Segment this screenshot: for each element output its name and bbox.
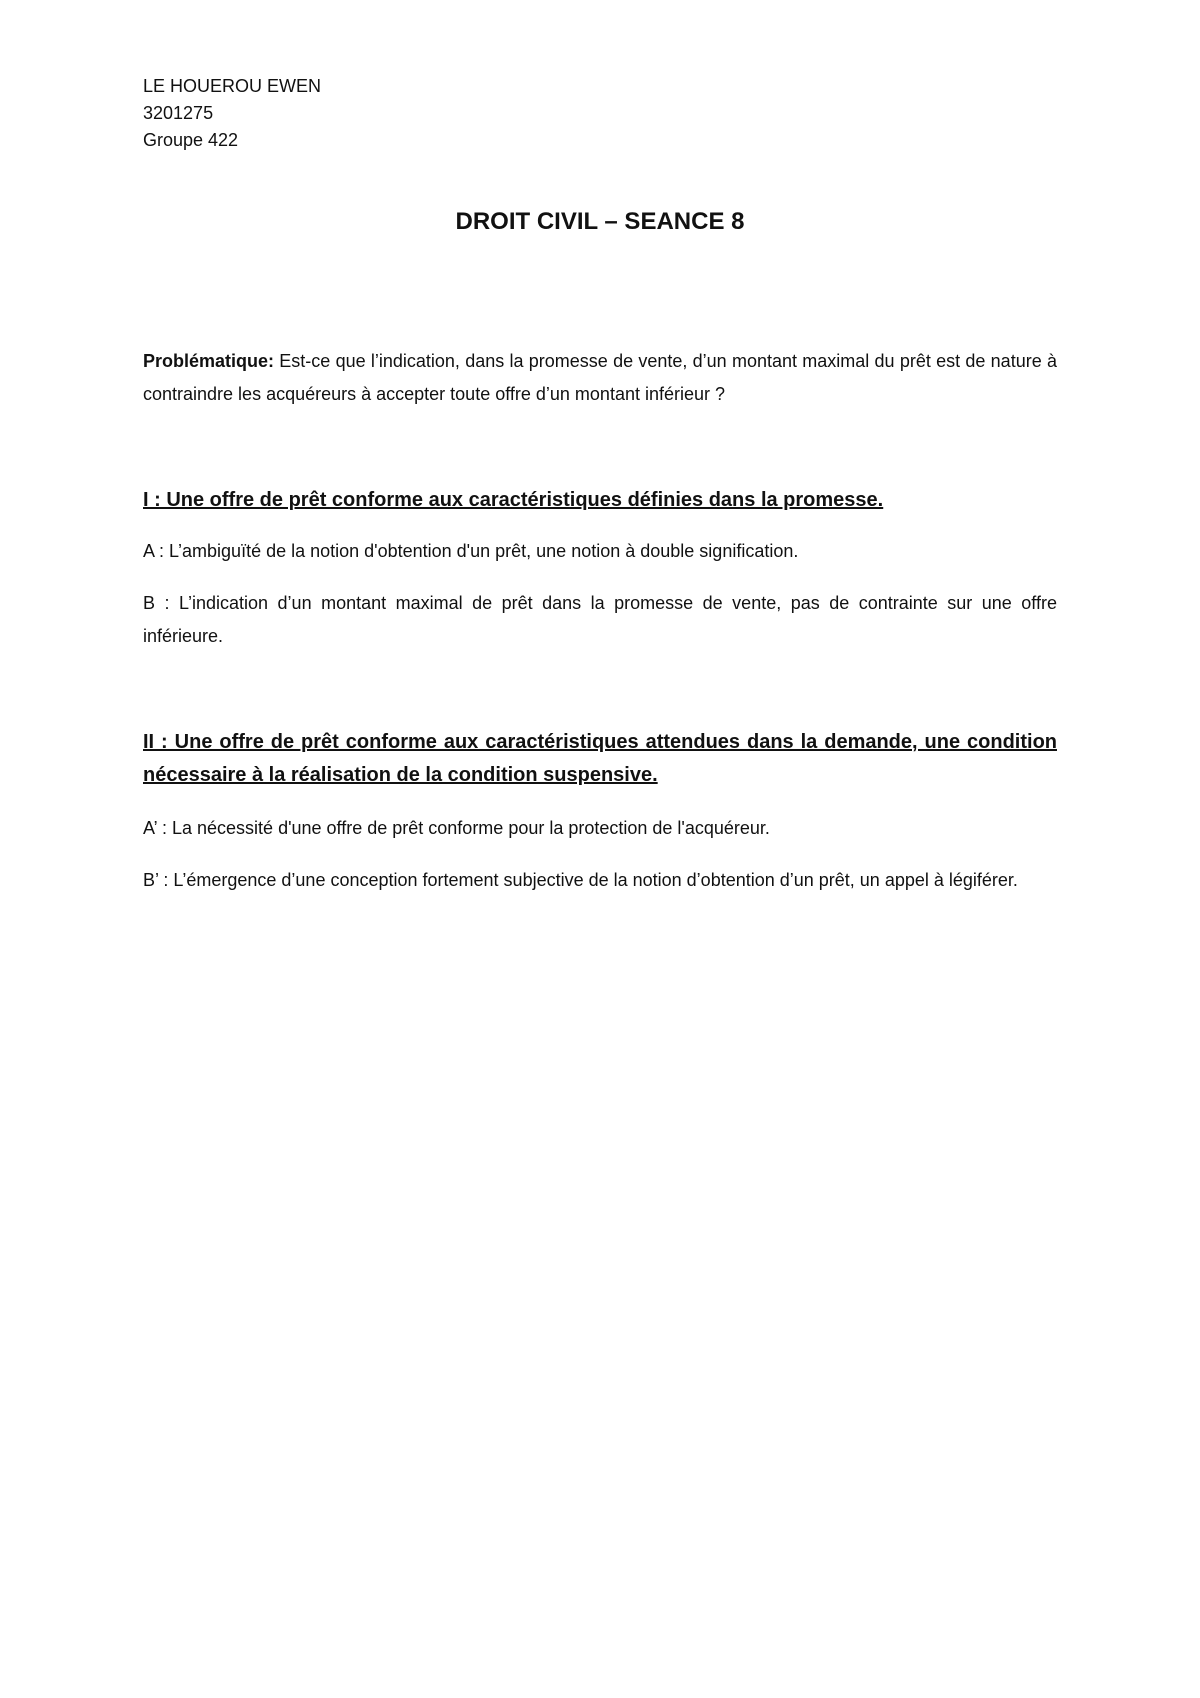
student-id: 3201275 [143,103,214,123]
author-name: LE HOUEROU EWEN [143,76,322,96]
group-label: Groupe 422 [143,130,239,150]
part-2-subsection-a: A’ : La nécessité d'une offre de prêt conforme pour la protection de l'acquéreur. [143,818,770,838]
part-2-heading: II : Une offre de prêt conforme aux caractéristiques attendues dans la demande, une condition nécessaire à la réalisation de la condition suspensive. [143,731,1057,786]
problematique-paragraph [143,345,1057,411]
document-title: DROIT CIVIL – SEANCE 8 [455,208,745,235]
author-block [143,73,321,154]
part-1-heading: I : Une offre de prêt conforme aux caractéristiques définies dans la promesse. [143,489,884,511]
problematique-text: Est-ce que l’indication, dans la promesse de vente, d’un montant maximal du prêt est de nature à contraindre les acquéreurs à accepter toute offre d’un montant inférieur ? [143,351,1057,404]
problematique-label: Problématique: [143,351,275,371]
part-1-subsection-a: A : L’ambiguïté de la notion d'obtention d'un prêt, une notion à double signification. [143,541,799,561]
part-1-subsection-b: B : L’indication d’un montant maximal de prêt dans la promesse de vente, pas de contrainte sur une offre inférieure. [143,593,1057,646]
part-2-subsection-b: B’ : L’émergence d’une conception fortement subjective de la notion d’obtention d’un prêt, un appel à légiférer. [143,870,1018,890]
